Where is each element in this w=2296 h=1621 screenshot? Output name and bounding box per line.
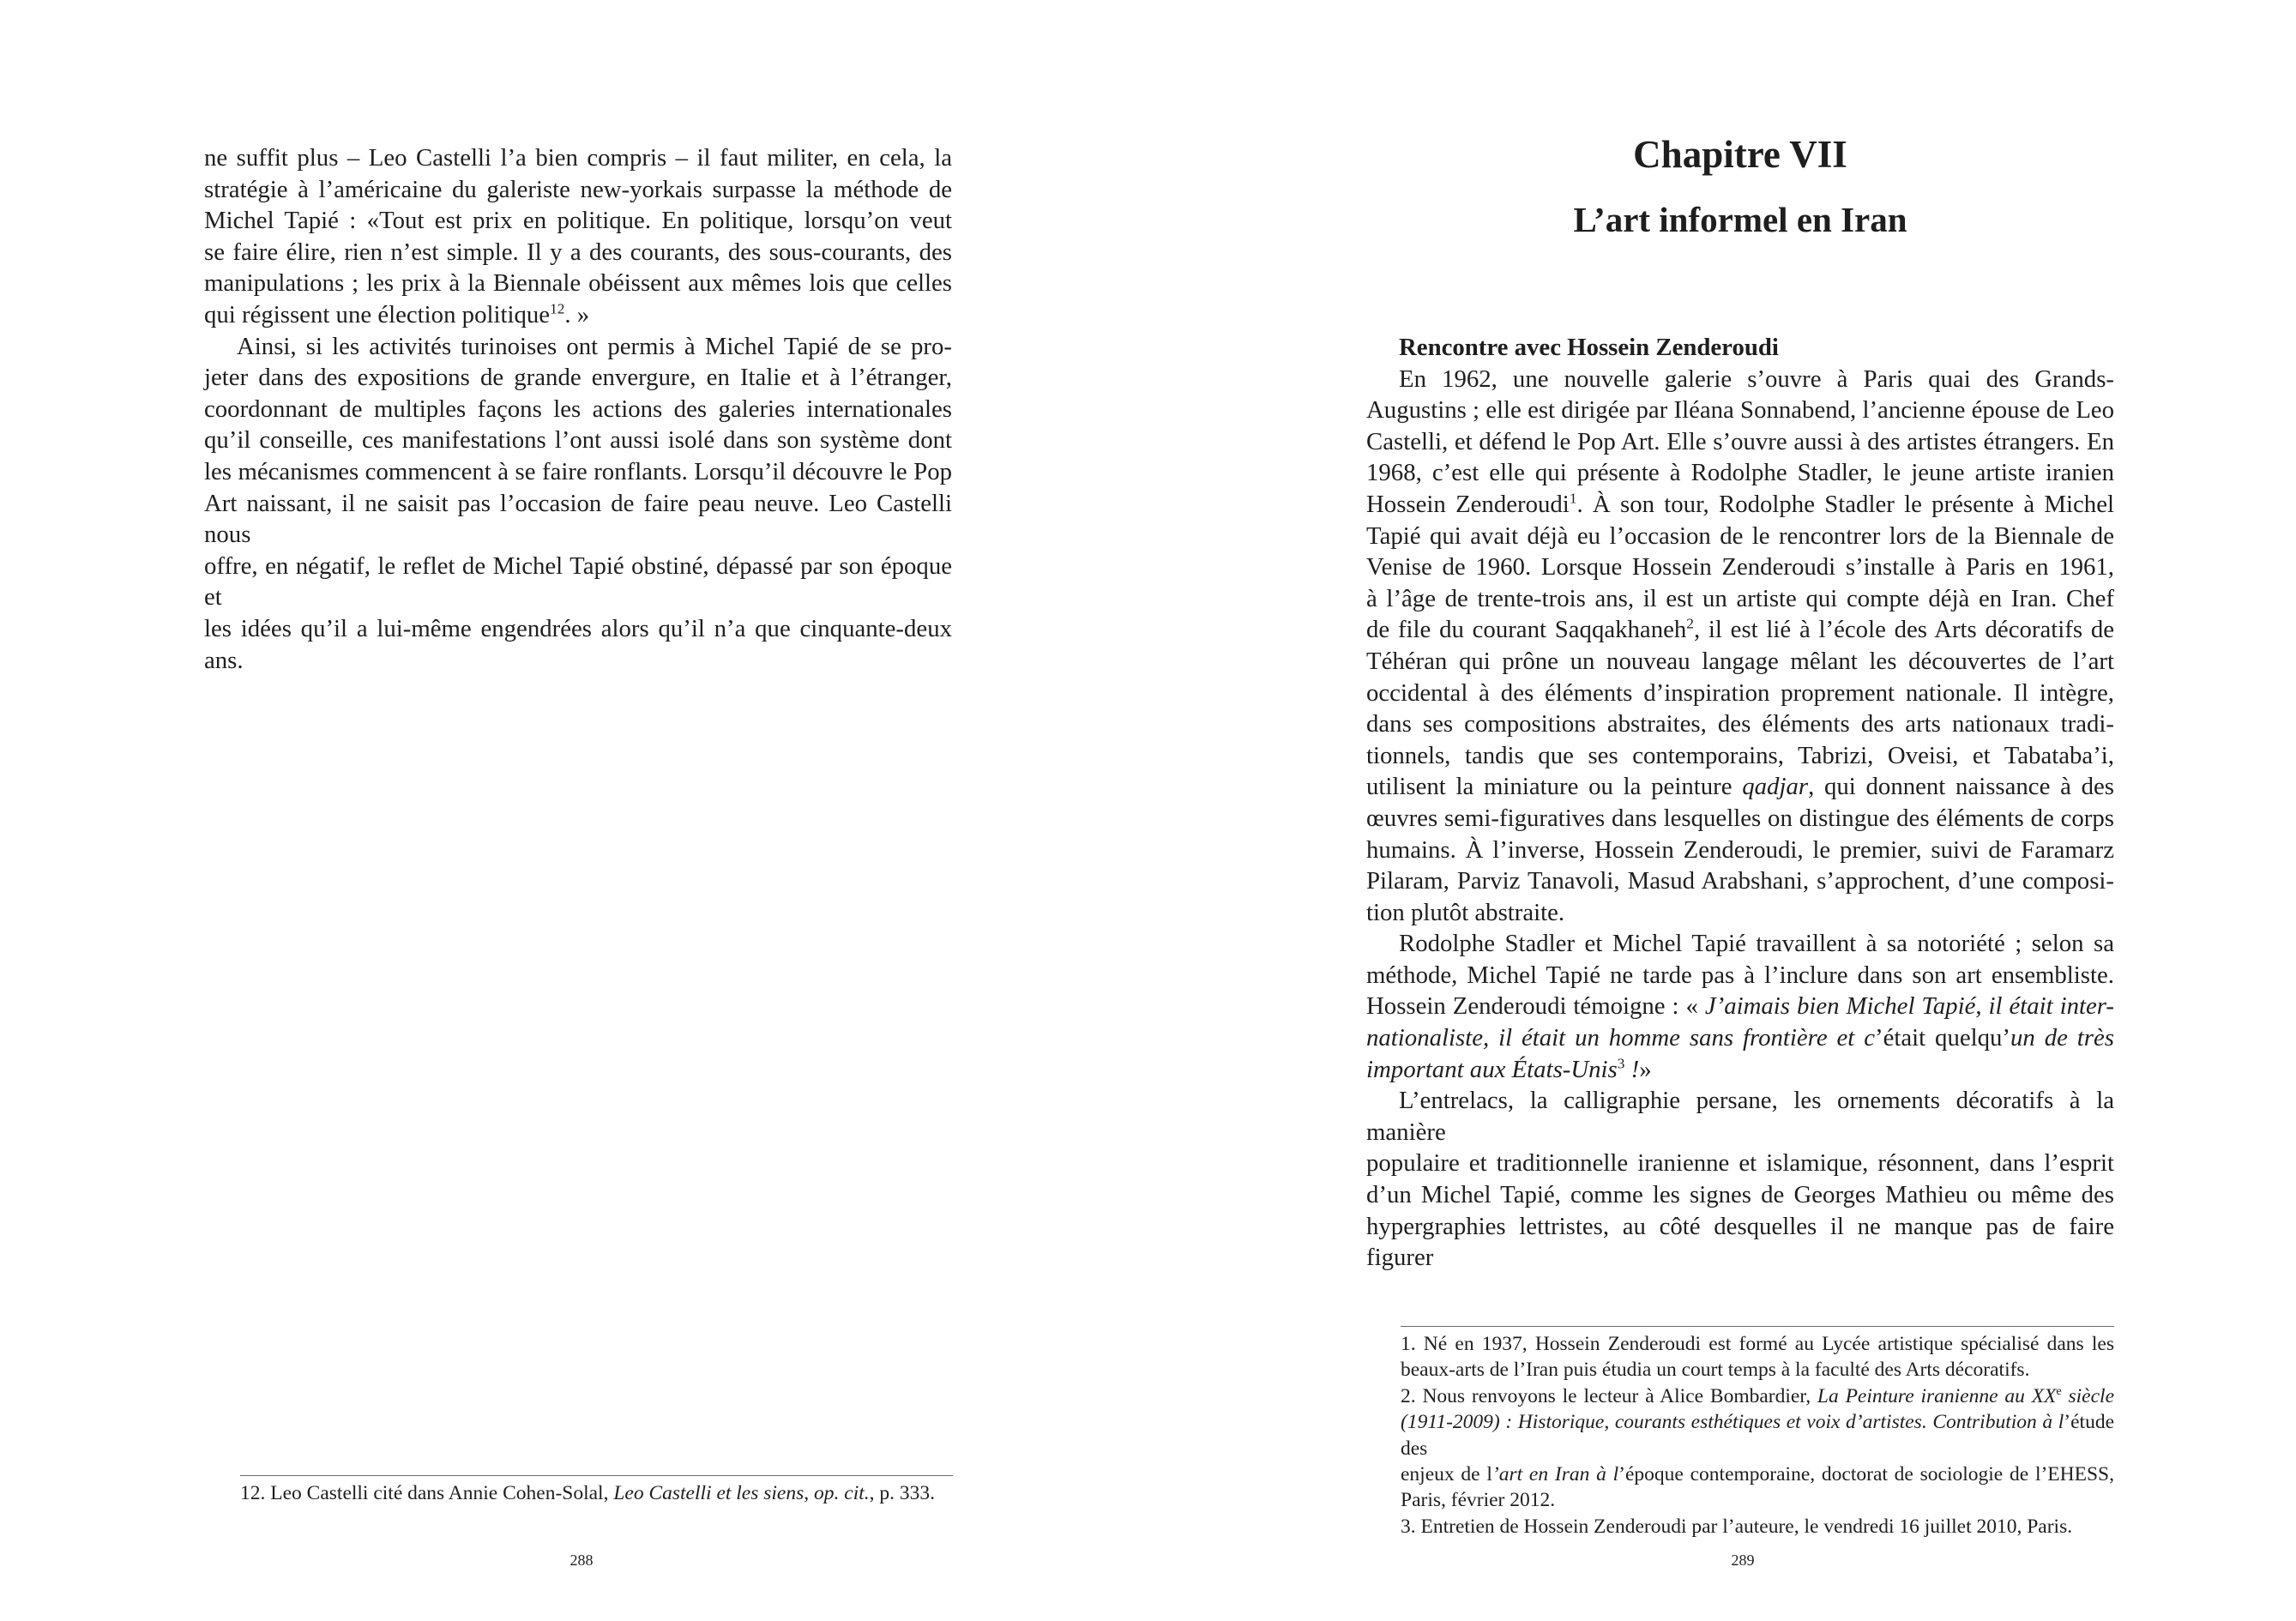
right-p1-line — [1366, 771, 2114, 803]
footnote-2-title: (1911-2009) : Historique, courants esthétiques et voix d’artistes. Contribution à l — [1401, 1411, 2064, 1434]
footnote-12-sep: , — [804, 1482, 815, 1504]
footnote-2-text: ’étude des — [1401, 1411, 2114, 1460]
right-p1-line: humains. À l’inverse, Hossein Zenderoudi, le premier, suivi de Faramarz — [1366, 835, 2114, 864]
footnote-ref-12: 12 — [550, 300, 565, 317]
right-p1-line: Augustins ; elle est dirigée par Iléana Sonnabend, l’ancienne épouse de Leo — [1366, 396, 2114, 425]
page-number-left: 288 — [569, 1552, 594, 1569]
right-p1-text: utilisent la miniature ou la peinture — [1366, 773, 1743, 801]
left-p2-line: coordonnant de multiples façons les actions des galeries internationales — [204, 395, 952, 423]
footnote-ref-1: 1 — [1569, 490, 1577, 507]
footnote-2-title: La Peinture iranienne au XX — [1817, 1384, 2057, 1407]
quote-italic: important aux États-Unis — [1366, 1055, 1618, 1083]
left-p1-line: manipulations ; les prix à la Biennale obéissent aux mêmes lois que celles — [204, 269, 952, 298]
footnote-3: 3. Entretien de Hossein Zenderoudi par l’auteure, le vendredi 16 juillet 2010, Paris. — [1401, 1515, 2073, 1538]
footnote-2-text: ’époque contemporaine, doctorat de sociologie de l’EHESS, — [1618, 1463, 2114, 1486]
right-p3-line: d’un Michel Tapié, comme les signes de Georges Mathieu ou même des — [1366, 1181, 2114, 1209]
footnote-2-line: Paris, février 2012. — [1401, 1489, 1556, 1512]
footnote-2-line — [1401, 1461, 2114, 1487]
quote-italic: ! — [1624, 1055, 1640, 1083]
right-p1-line: Castelli, et défend le Pop Art. Elle s’ouvre aussi à des artistes étrangers. En — [1366, 427, 2114, 455]
right-p1-last-line: tion plutôt abstraite. — [1366, 898, 1565, 926]
left-p1-line: Michel Tapié : «Tout est prix en politique. En politique, lorsqu’on veut — [204, 207, 952, 235]
right-footnotes — [1401, 1331, 2114, 1540]
left-p2-line: les mécanismes commencent à se faire ronflants. Lorsqu’il découvre le Pop — [204, 457, 952, 485]
footnote-2-title: siècle — [2061, 1384, 2115, 1407]
left-p2-line: qu’il conseille, ces manifestations l’ont aussi isolé dans son système dont — [204, 426, 952, 455]
left-p2-line: offre, en négatif, le reflet de Michel Tapié obstiné, dépassé par son époque et — [204, 551, 952, 612]
right-p1-line: Téhéran qui prône un nouveau langage mêlant les découvertes de l’art — [1366, 647, 2114, 675]
left-p2-line: Art naissant, il ne saisit pas l’occasion de faire peau neuve. Leo Castelli nous — [204, 489, 952, 549]
right-p3-line: populaire et traditionnelle iranienne et islamique, résonnent, dans l’esprit — [1366, 1149, 2114, 1178]
section-heading: Rencontre avec Hossein Zenderoudi — [1399, 334, 1779, 361]
left-p2-line: Ainsi, si les activités turinoises ont permis à Michel Tapié de se pro- — [237, 332, 952, 360]
right-p2-line — [1366, 1022, 2114, 1054]
right-p1-text: . À son tour, Rodolphe Stadler le présente à Michel — [1576, 490, 2114, 518]
footnote-2-text: enjeux de l — [1401, 1463, 1492, 1486]
right-p2-last-line — [1366, 1054, 2114, 1086]
footnote-1-line: 1. Né en 1937, Hossein Zenderoudi est formé au Lycée artistique spécialisé dans les — [1401, 1333, 2114, 1355]
right-p2-text: Hossein Zenderoudi témoigne : « — [1366, 992, 1705, 1021]
chapter-title: Chapitre VII — [1633, 133, 1847, 176]
left-p2-line: les idées qu’il a lui-même engendrées alors qu’il n’a que cinquante-deux ans. — [204, 614, 952, 674]
quote-italic: nationaliste, il était un homme sans frontière et c — [1366, 1024, 1875, 1052]
right-p1-text: Hossein Zenderoudi — [1366, 490, 1570, 518]
footnote-2-line — [1401, 1383, 2114, 1409]
right-footnote-rule — [1401, 1326, 2114, 1327]
right-p1-text: , il est lié à l’école des Arts décoratifs de — [1693, 616, 2115, 644]
footnote-12 — [240, 1480, 953, 1506]
footnote-12-title: Leo Castelli et les siens — [613, 1482, 805, 1504]
italic-qadjar: qadjar — [1742, 773, 1809, 801]
right-p1-line — [1366, 614, 2114, 646]
footnote-2-sup: e — [2056, 1383, 2062, 1398]
right-page-body — [1366, 332, 2114, 1274]
footnote-2-text: 2. Nous renvoyons le lecteur à Alice Bombardier, — [1401, 1384, 1817, 1407]
right-p1-line — [1366, 489, 2114, 521]
right-p1-line: occidental à des éléments d’inspiration proprement nationale. Il intègre, — [1366, 678, 2114, 707]
quote-italic: J’aimais bien Michel Tapié, il était inter- — [1704, 992, 2114, 1021]
left-p1-line: se faire élire, rien n’est simple. Il y a des courants, des sous-courants, des — [204, 238, 952, 266]
right-p1-line: œuvres semi-figuratives dans lesquelles on distingue des éléments de corps — [1366, 804, 2114, 832]
right-p1-line: Venise de 1960. Lorsque Hossein Zenderoudi s’installe à Paris en 1961, — [1366, 553, 2114, 582]
left-p1-last-line — [204, 299, 952, 331]
left-p1-end: . » — [564, 300, 590, 328]
right-p1-text: , qui donnent naissance à des — [1808, 773, 2114, 801]
footnote-1-line: beaux-arts de l’Iran puis étudia un court temps à la faculté des Arts décoratifs. — [1401, 1359, 2030, 1382]
right-p2-line — [1366, 991, 2114, 1022]
left-p1-line: stratégie à l’américaine du galeriste new-yorkais surpasse la méthode de — [204, 175, 952, 203]
right-p2-line: Rodolphe Stadler et Michel Tapié travaillent à sa notoriété ; selon sa — [1399, 930, 2114, 958]
left-p2-line: jeter dans des expositions de grande envergure, en Italie et à l’étranger, — [204, 364, 952, 392]
footnote-12-page: , p. 333. — [869, 1482, 936, 1504]
right-p1-line: Tapié qui avait déjà eu l’occasion de le rencontrer lors de la Biennale de — [1366, 521, 2114, 550]
right-p2-text: ’était quelqu’ — [1874, 1024, 2011, 1052]
page-number-right: 289 — [1731, 1552, 1755, 1569]
quote-italic: un de très — [2010, 1024, 2114, 1052]
right-p1-line: à l’âge de trente-trois ans, il est un artiste qui compte déjà en Iran. Chef — [1366, 584, 2114, 612]
right-p1-line: tionnels, tandis que ses contemporains, Tabrizi, Oveisi, et Tabataba’i, — [1366, 741, 2114, 769]
footnote-ref-3: 3 — [1617, 1055, 1625, 1072]
footnote-12-text: 12. Leo Castelli cité dans Annie Cohen-Solal, — [240, 1482, 614, 1504]
left-page-body — [204, 142, 952, 676]
chapter-subtitle: L’art informel en Iran — [1573, 200, 1907, 239]
footnote-ref-2: 2 — [1686, 615, 1694, 632]
left-footnotes — [240, 1480, 953, 1506]
footnote-12-opcit: op. cit. — [814, 1482, 870, 1504]
right-p1-line: 1968, c’est elle qui présente à Rodolphe Stadler, le jeune artiste iranien — [1366, 459, 2114, 487]
left-p1-line: ne suffit plus – Leo Castelli l’a bien compris – il faut militer, en cela, la — [204, 144, 952, 172]
right-p2-line: méthode, Michel Tapié ne tarde pas à l’inclure dans son art ensembliste. — [1366, 961, 2114, 989]
right-p3-line: hypergraphies lettristes, au côté desquelles il ne manque pas de faire figurer — [1366, 1212, 2114, 1272]
right-p1-text: de file du courant Saqqakhaneh — [1366, 616, 1687, 644]
left-footnote-rule — [240, 1475, 953, 1476]
quote-close: » — [1639, 1055, 1652, 1083]
footnote-2-line — [1401, 1409, 2114, 1461]
right-p3-line: L’entrelacs, la calligraphie persane, les ornements décoratifs à la manière — [1366, 1087, 2114, 1146]
footnote-2-title: ’art en Iran à l — [1491, 1463, 1619, 1486]
right-p1-line: dans ses compositions abstraites, des éléments des arts nationaux tradi- — [1366, 710, 2114, 738]
right-p1-line: Pilaram, Parviz Tanavoli, Masud Arabshani, s’approchent, d’une composi- — [1366, 867, 2114, 895]
right-p1-line: En 1962, une nouvelle galerie s’ouvre à Paris quai des Grands- — [1399, 365, 2114, 393]
left-p1-last-text: qui régissent une élection politique — [204, 300, 551, 328]
